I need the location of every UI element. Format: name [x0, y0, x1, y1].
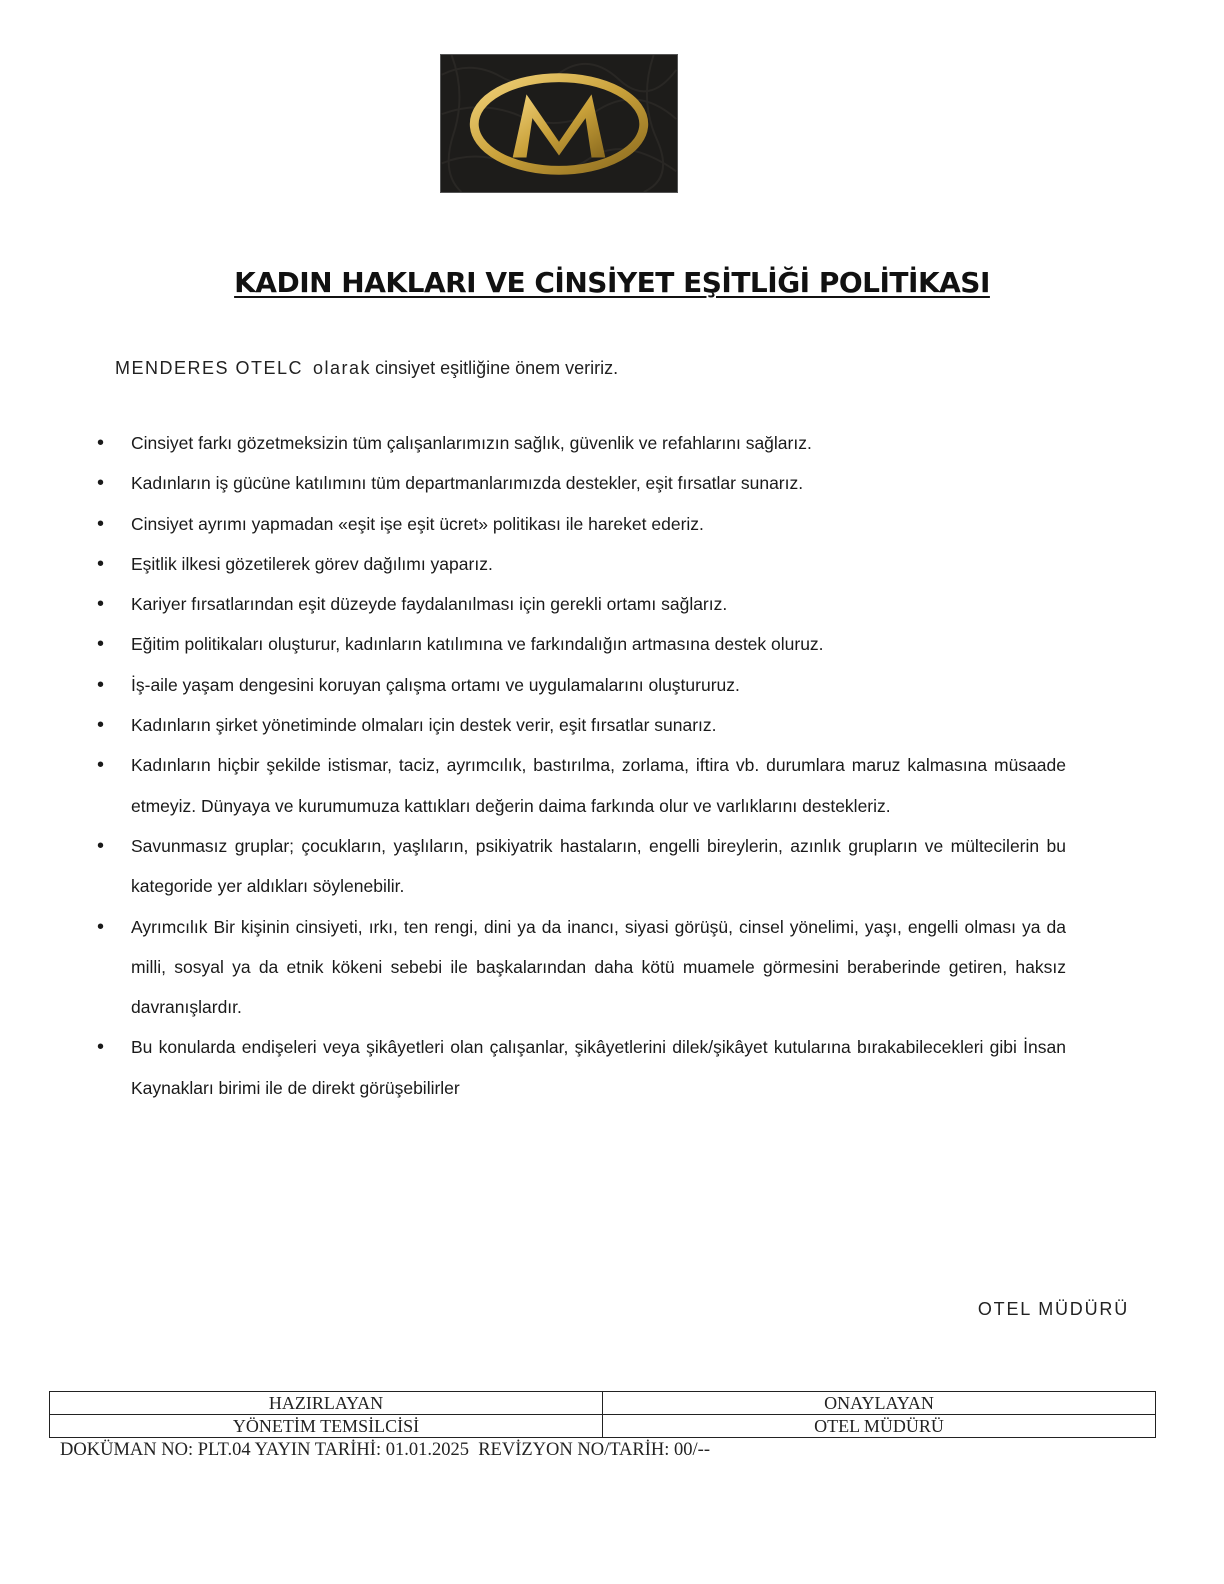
prepared-by: YÖNETİM TEMSİLCİSİ [50, 1415, 603, 1438]
table-row [50, 1415, 1156, 1438]
policy-item: • Ayrımcılık Bir kişinin cinsiyeti, ırkı, ten rengi, dini ya da inancı, siyasi görüşü, cinsel yönelimi, yaşı, engelli olması ya da milli, sosyal ya da etnik kökeni sebebi ile başkalarından daha kötü muamele görmesini beraberinde getiren, haksız davranışlardır. [131, 907, 1066, 1028]
policy-item: • Cinsiyet ayrımı yapmadan «eşit işe eşit ücret» politikası ile hareket ederiz. [131, 504, 1066, 544]
prepared-header: HAZIRLAYAN [50, 1392, 603, 1415]
page-title: KADIN HAKLARI VE CİNSİYET EŞİTLİĞİ POLİTİKASI [234, 266, 990, 299]
approved-by: OTEL MÜDÜRÜ [603, 1415, 1156, 1438]
policy-item: • Savunmasız gruplar; çocukların, yaşlıların, psikiyatrik hastaların, engelli bireylerin, azınlık grupların ve mültecilerin bu kategoride yer aldıkları söylenebilir. [131, 826, 1066, 907]
policy-item: • İş-aile yaşam dengesini koruyan çalışma ortamı ve uygulamalarını oluştururuz. [131, 665, 1066, 705]
signature-title: OTEL MÜDÜRÜ [977, 1299, 1129, 1319]
policy-item: • Kadınların hiçbir şekilde istismar, taciz, ayrımcılık, bastırılma, zorlama, iftira vb. durumlara maruz kalmasına müsaade etmeyiz. Dünyaya ve kurumumuza kattıkları değerin daima farkında olur ve varlıklarını destekleriz. [131, 745, 1066, 826]
approval-table [49, 1391, 1156, 1438]
policy-item: • Kariyer fırsatlarından eşit düzeyde faydalanılması için gerekli ortamı sağlarız. [131, 584, 1066, 624]
policy-item: • Kadınların iş gücüne katılımını tüm departmanlarımızda destekler, eşit fırsatlar sunarız. [131, 463, 1066, 503]
hotel-logo [440, 54, 678, 193]
menderes-m-logo-icon [441, 55, 677, 192]
organization-name: MENDERES OTELC [115, 358, 304, 378]
approved-header: ONAYLAYAN [603, 1392, 1156, 1415]
intro-text: cinsiyet eşitliğine önem veririz. [375, 358, 619, 378]
intro-statement [115, 358, 618, 379]
policy-item: • Eğitim politikaları oluşturur, kadınların katılımına ve farkındalığın artmasına destek oluruz. [131, 624, 1066, 664]
intro-connector: olarak [313, 358, 372, 378]
policy-item: • Eşitlik ilkesi gözetilerek görev dağılımı yaparız. [131, 544, 1066, 584]
policy-item: • Cinsiyet farkı gözetmeksizin tüm çalışanlarımızın sağlık, güvenlik ve refahlarını sağlarız. [131, 423, 1066, 463]
policy-list [131, 423, 1066, 1108]
document-info: DOKÜMAN NO: PLT.04 YAYIN TARİHİ: 01.01.2025 REVİZYON NO/TARİH: 00/-- [60, 1440, 711, 1460]
table-row [50, 1392, 1156, 1415]
policy-item: • Kadınların şirket yönetiminde olmaları için destek verir, eşit fırsatlar sunarız. [131, 705, 1066, 745]
policy-item: • Bu konularda endişeleri veya şikâyetleri olan çalışanlar, şikâyetlerini dilek/şikâyet kutularına bırakabilecekleri gibi İnsan Kaynakları birimi ile de direkt görüşebilirler [131, 1027, 1066, 1108]
